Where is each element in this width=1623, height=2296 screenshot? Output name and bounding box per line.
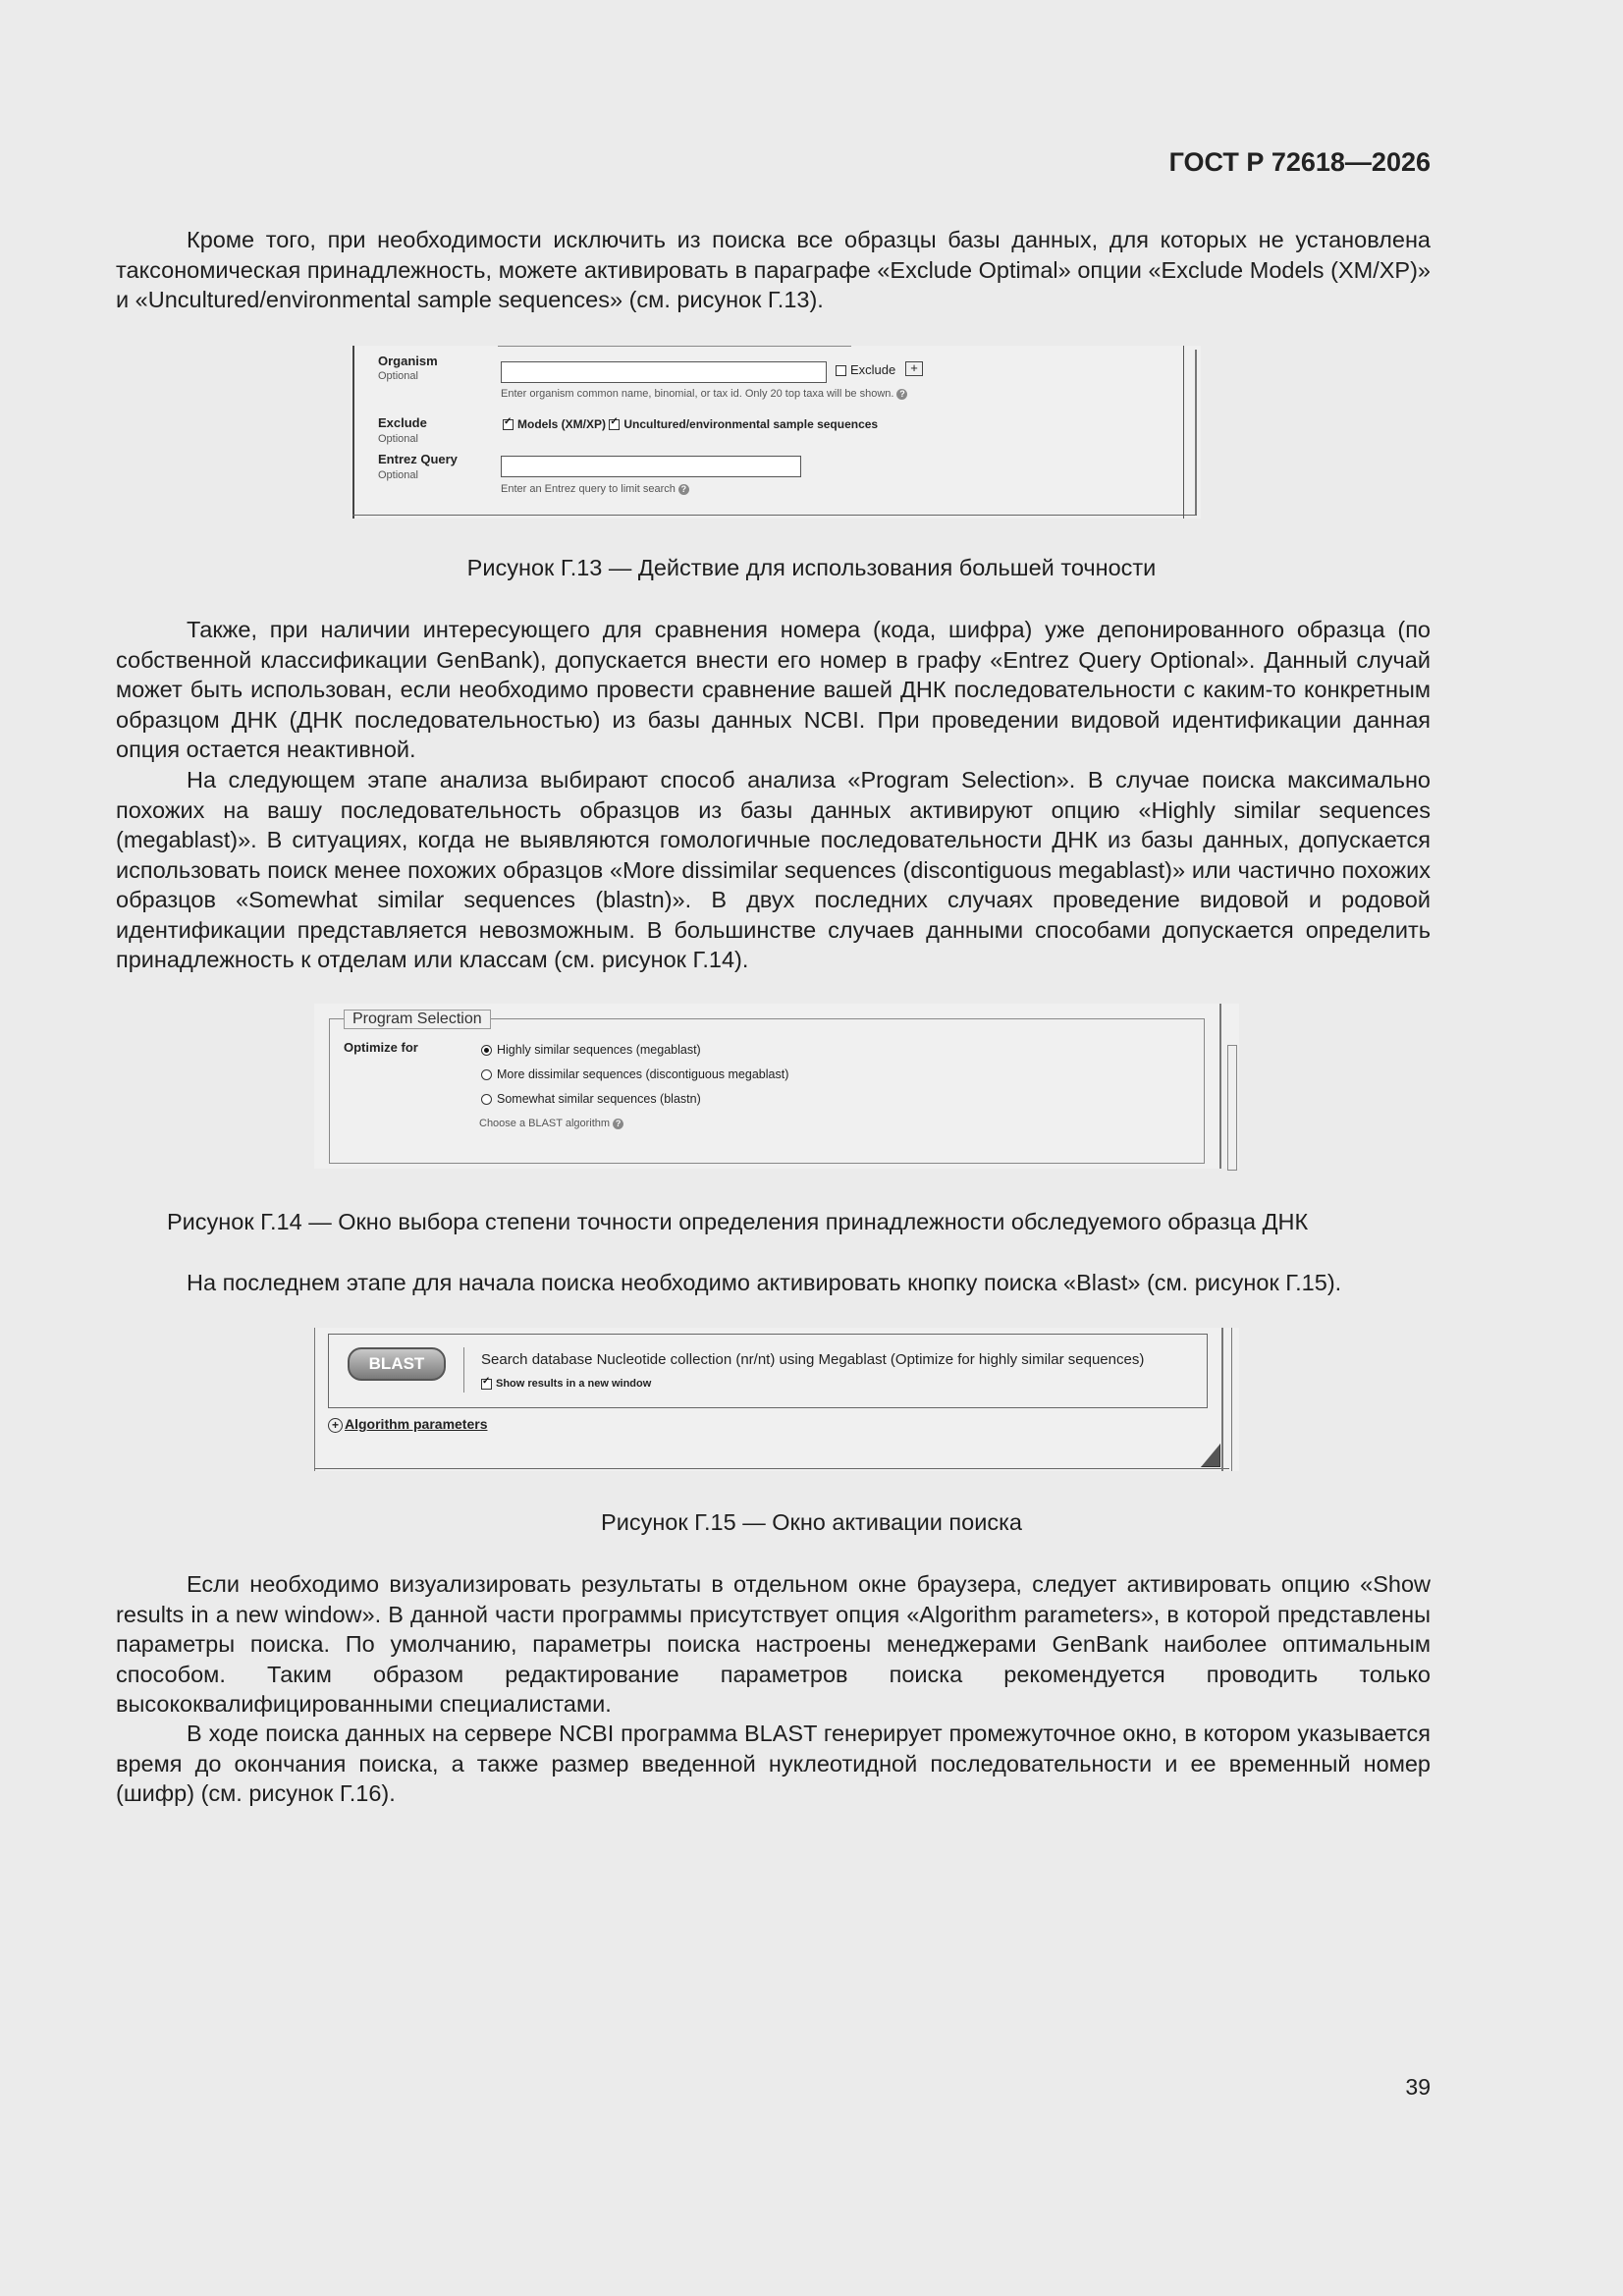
help-icon[interactable]: ? [896,389,907,400]
organism-exclude-checkbox[interactable]: Exclude [836,362,895,377]
figure-14-scrollbar[interactable] [1227,1045,1237,1171]
models-checkbox[interactable]: ✓Models (XM/XP) [503,417,606,431]
figure-14 [314,1004,1239,1169]
paragraph-1: Кроме того, при необходимости исключить из поиска все образцы базы данных, для которых не установлена таксономическая принадлежность, можете активировать в параграфе «Exclude Optimal» опции «Exclude Models (XM/XP)» и «Uncultured/environmental sample sequences» (см. рисунок Г.13). [116,227,1431,312]
figure-13-right-border [1183,346,1184,519]
checkbox-checked-icon [609,419,620,430]
organism-input[interactable] [501,361,827,383]
program-selection-legend: Program Selection [344,1010,491,1029]
figure-15-divider [463,1347,464,1393]
algorithm-parameters-link[interactable]: + Algorithm parameters [328,1416,487,1433]
figure-13-left-border [352,346,354,519]
resize-corner-icon[interactable] [1201,1444,1220,1467]
help-icon[interactable]: ? [613,1119,623,1129]
figure-14-right-border [1219,1004,1221,1169]
organism-optional: Optional [378,370,418,382]
exclude-options [503,417,878,431]
figure-15-caption: Рисунок Г.15 — Окно активации поиска [601,1509,1022,1535]
show-results-checkbox[interactable]: ✓Show results in a new window [481,1378,651,1390]
checkbox-checked-icon [481,1379,492,1390]
figure-13 [351,346,1201,519]
figure-14-panel [329,1018,1205,1164]
algorithm-option-blastn[interactable]: Somewhat similar sequences (blastn) [481,1092,701,1106]
figure-15-outer-left [314,1328,315,1471]
paragraph-4: На последнем этапе для начала поиска необходимо активировать кнопку поиска «Blast» (см. рисунок Г.15). [187,1270,1342,1295]
checkbox-checked-icon [503,419,514,430]
algorithm-option-discontiguous[interactable]: More dissimilar sequences (discontiguous megablast) [481,1067,788,1081]
uncultured-checkbox[interactable]: ✓ Uncultured/environmental sample sequences [609,417,878,431]
exclude-optional: Optional [378,433,418,445]
radio-icon [481,1094,492,1105]
figure-13-caption: Рисунок Г.13 — Действие для использования большей точности [466,555,1157,580]
algorithm-option-megablast[interactable]: Highly similar sequences (megablast) [481,1043,701,1057]
checkbox-icon [836,365,846,376]
figure-13-top-line [498,346,851,347]
figure-15 [314,1328,1239,1471]
paragraph-2: Также, при наличии интересующего для сравнения номера (кода, шифра) уже депонированного образца (по собственной классификации GenBank), допускается внести его номер в графу «Entrez Query Optional». Данный случай может быть использован, если необходимо провести сравнение вашей ДНК последовательности с каким-то конкретным образцом ДНК (ДНК последовательностью) из базы данных NCBI. При проведении видовой идентификации данная опция остается неактивной. [116,617,1431,762]
entrez-query-label: Entrez Query [378,452,458,466]
document-header: ГОСТ Р 72618—2026 [1168,147,1431,177]
figure-13-bottom-border [352,515,1197,516]
add-organism-button[interactable]: + [905,361,923,376]
expand-plus-icon: + [328,1418,343,1433]
algorithm-hint: Choose a BLAST algorithm ? [479,1118,623,1129]
organism-hint: Enter organism common name, binomial, or tax id. Only 20 top taxa will be shown. ? [501,388,907,400]
optimize-for-label: Optimize for [344,1040,418,1055]
figure-15-bottom-border [314,1468,1229,1469]
radio-icon [481,1069,492,1080]
figure-13-right-border-2 [1195,350,1197,515]
figure-14-caption: Рисунок Г.14 — Окно выбора степени точности определения принадлежности обследуемого образца ДНК [167,1209,1309,1234]
entrez-query-input[interactable] [501,456,801,477]
help-icon[interactable]: ? [678,484,689,495]
radio-selected-icon [481,1045,492,1056]
exclude-label: Exclude [378,415,427,430]
page-number: 39 [1405,2074,1431,2100]
figure-15-right-border-2 [1231,1328,1232,1471]
blast-button[interactable]: BLAST [348,1347,446,1381]
organism-label: Organism [378,354,438,368]
search-description: Search database Nucleotide collection (nr/nt) using Megablast (Optimize for highly similar sequences) [481,1351,1145,1368]
paragraph-3: На следующем этапе анализа выбирают способ анализа «Program Selection». В случае поиска максимально похожих на вашу последовательность образцов из базы данных активируют опцию «Highly similar sequences (megablast)». В ситуациях, когда не выявляются гомологичные последовательности ДНК из базы данных, допускается использовать поиск менее похожих образцов «More dissimilar sequences (discontiguous megablast)» или частично похожих образцов «Somewhat similar sequences (blastn)». В двух последних случаях проведение видовой и родовой идентификации представляется невозможным. В большинстве случаев данными способами допускается определить принадлежность к отделам или классам (см. рисунок Г.14). [116,767,1431,972]
entrez-hint: Enter an Entrez query to limit search ? [501,483,689,495]
entrez-optional: Optional [378,469,418,481]
paragraph-6: В ходе поиска данных на сервере NCBI программа BLAST генерирует промежуточное окно, в котором указывается время до окончания поиска, а также размер введенной нуклеотидной последовательности и ее временный номер (шифр) (см. рисунок Г.16). [116,1721,1431,1806]
figure-15-inner-panel [328,1334,1208,1408]
paragraph-5: Если необходимо визуализировать результаты в отдельном окне браузера, следует активировать опцию «Show results in a new window». В данной части программы присутствует опция «Algorithm parameters», в которой представлены параметры поиска. По умолчанию, параметры поиска настроены менеджерами GenBank наиболее оптимальным способом. Таким образом редактирование параметров поиска рекомендуется проводить только высококвалифицированными специалистами. [116,1571,1431,1717]
figure-15-right-border [1221,1328,1223,1471]
